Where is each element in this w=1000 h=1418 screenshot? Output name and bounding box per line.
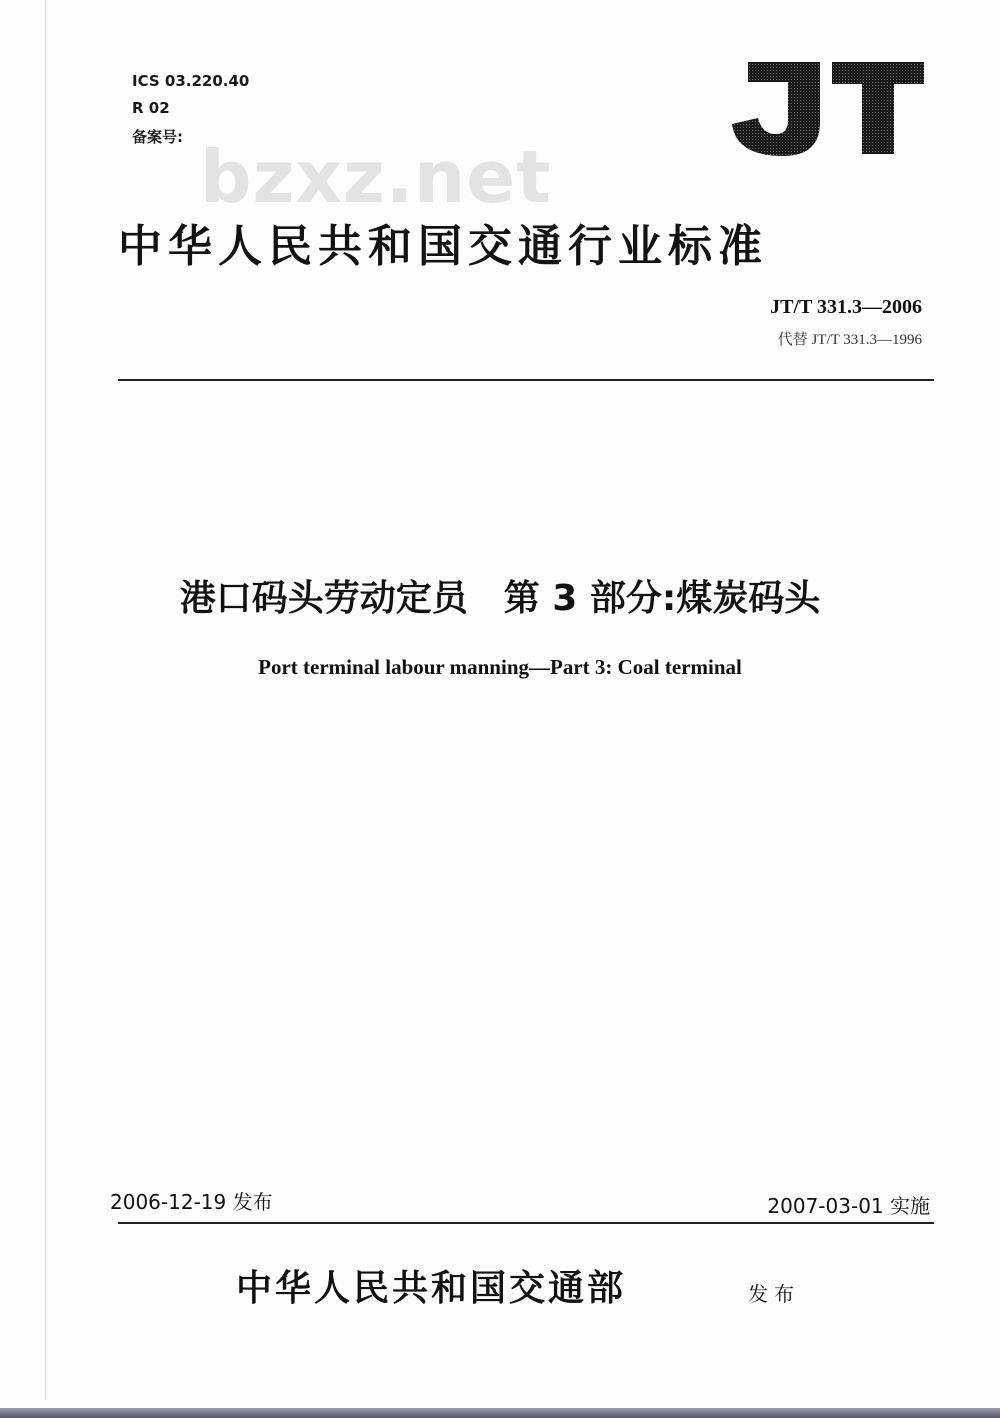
effective-date: 2007-03-01 实施	[767, 1194, 930, 1218]
ics-code: ICS 03.220.40	[132, 72, 250, 90]
record-number-label: 备案号:	[132, 128, 183, 146]
chinese-title: 港口码头劳动定员 第 3 部分:煤炭码头	[179, 578, 821, 619]
publish-date: 2006-12-19 发布	[110, 1190, 273, 1214]
publish-label: 发布	[748, 1282, 800, 1306]
footer-divider	[118, 1222, 934, 1224]
header-divider	[118, 379, 934, 381]
jt-logo-icon	[728, 52, 928, 162]
standard-category-title: 中华人民共和国交通行业标准	[118, 221, 768, 272]
standard-number: JT/T 331.3—2006	[770, 296, 922, 318]
english-title: Port terminal labour manning—Part 3: Coal terminal	[258, 655, 742, 679]
bottom-scan-edge	[0, 1408, 1000, 1418]
watermark: bzxz.net	[200, 135, 552, 219]
ccs-code: R 02	[132, 99, 170, 117]
replaced-standard: 代替 JT/T 331.3—1996	[777, 332, 922, 348]
page-fold-line	[45, 0, 46, 1400]
publisher-name: 中华人民共和国交通部	[236, 1268, 627, 1309]
